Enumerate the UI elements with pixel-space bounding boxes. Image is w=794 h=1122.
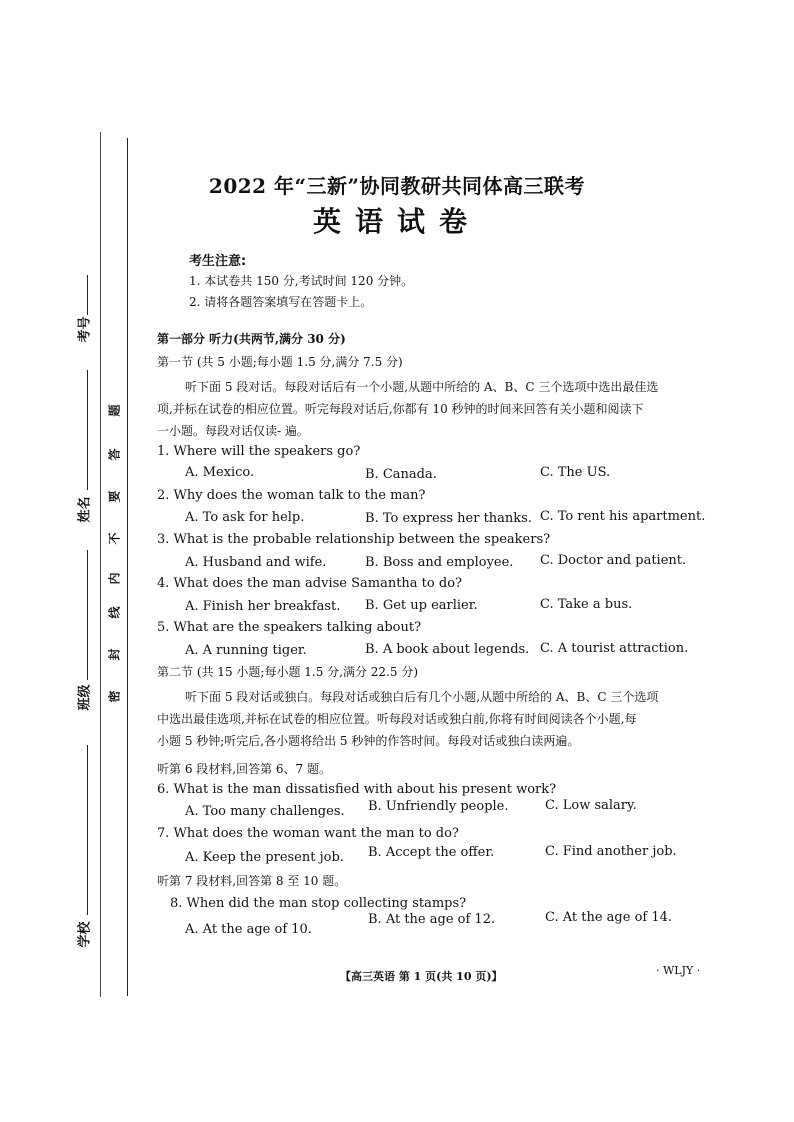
paper-code: · WLJY · — [656, 964, 701, 977]
section2-instructions: 小题 5 秒钟;听完后,各小题将给出 5 秒钟的作答时间。每段对话或独白读两遍。 — [157, 734, 580, 748]
option-a: A. At the age of 10. — [185, 922, 312, 937]
binding-line-outer — [100, 132, 101, 997]
option-c: C. At the age of 14. — [545, 910, 673, 925]
option-a: A. Finish her breakfast. — [185, 599, 341, 614]
school-blank — [87, 745, 88, 915]
question-stem: 5. What are the speakers talking about? — [157, 620, 422, 635]
seal-char: 封 — [107, 648, 122, 661]
section2-instructions: 听下面 5 段对话或独白。每段对话或独白后有几个小题,从题中所给的 A、B、C 三个选项 — [185, 690, 659, 704]
option-b: B. To express her thanks. — [365, 511, 532, 526]
option-a: A. Too many challenges. — [185, 804, 345, 819]
option-c: C. Take a bus. — [540, 597, 633, 612]
notice-item: 1. 本试卷共 150 分,考试时间 120 分钟。 — [189, 274, 414, 288]
option-b: B. At the age of 12. — [368, 912, 496, 927]
section1-instructions: 一小题。每段对话仅读- 遍。 — [157, 424, 309, 438]
school-label: 学校 — [77, 921, 93, 948]
binding-line-inner — [127, 138, 128, 996]
option-b: B. Canada. — [365, 467, 437, 482]
option-c: C. A tourist attraction. — [540, 641, 689, 656]
material-heading: 听第 6 段材料,回答第 6、7 题。 — [157, 762, 331, 776]
question-stem: 3. What is the probable relationship between the speakers? — [157, 532, 551, 547]
material-heading: 听第 7 段材料,回答第 8 至 10 题。 — [157, 874, 347, 888]
section2-instructions: 中选出最佳选项,并标在试卷的相应位置。听每段对话或独白前,你将有时间阅读各个小题,每 — [157, 712, 637, 726]
section2-title: 第二节 (共 15 小题;每小题 1.5 分,满分 22.5 分) — [157, 665, 418, 679]
option-a: A. A running tiger. — [185, 643, 307, 658]
question-stem: 8. When did the man stop collecting stamps? — [170, 896, 467, 911]
section1-instructions: 听下面 5 段对话。每段对话后有一个小题,从题中所给的 A、B、C 三个选项中选出最佳选 — [185, 380, 659, 394]
name-blank — [87, 370, 88, 490]
question-stem: 6. What is the man dissatisfied with about his present work? — [157, 782, 557, 797]
seal-char: 答 — [107, 448, 122, 461]
question-stem: 4. What does the man advise Samantha to do? — [157, 576, 462, 591]
question-stem: 1. Where will the speakers go? — [157, 444, 361, 459]
option-b: B. Get up earlier. — [365, 598, 478, 613]
option-b: B. Unfriendly people. — [368, 799, 509, 814]
subject-title: 英语试卷 — [312, 205, 481, 238]
notice-item: 2. 请将各题答案填写在答题卡上。 — [189, 295, 373, 309]
option-c: C. Find another job. — [545, 844, 677, 859]
exam-number-blank — [87, 275, 88, 315]
seal-char: 内 — [107, 572, 122, 585]
option-c: C. The US. — [540, 465, 611, 480]
option-b: B. A book about legends. — [365, 642, 530, 657]
seal-char: 密 — [107, 690, 122, 703]
notice-heading: 考生注意: — [189, 254, 247, 269]
option-c: C. Doctor and patient. — [540, 553, 687, 568]
class-label: 班级 — [77, 684, 93, 711]
seal-char: 题 — [107, 404, 122, 417]
page-footer: 【高三英语 第 1 页(共 10 页)】 — [340, 970, 503, 983]
seal-char: 不 — [107, 532, 122, 545]
option-b: B. Accept the offer. — [368, 845, 495, 860]
class-blank — [87, 550, 88, 680]
section1-instructions: 项,并标在试卷的相应位置。听完每段对话后,你都有 10 秒钟的时间来回答有关小题和阅读下 — [157, 402, 644, 416]
option-a: A. Mexico. — [185, 465, 255, 480]
option-c: C. Low salary. — [545, 798, 637, 813]
question-stem: 7. What does the woman want the man to do? — [157, 826, 459, 841]
question-stem: 2. Why does the woman talk to the man? — [157, 488, 426, 503]
option-a: A. Keep the present job. — [185, 850, 344, 865]
option-a: A. To ask for help. — [185, 510, 305, 525]
section1-title: 第一节 (共 5 小题;每小题 1.5 分,满分 7.5 分) — [157, 355, 403, 369]
option-b: B. Boss and employee. — [365, 555, 514, 570]
exam-number-label: 考号 — [77, 316, 93, 343]
seal-char: 线 — [107, 606, 122, 619]
option-c: C. To rent his apartment. — [540, 509, 706, 524]
exam-title: 2022 年“三新”协同教研共同体高三联考 — [208, 174, 586, 198]
seal-char: 要 — [107, 490, 122, 503]
name-label: 姓名 — [77, 496, 93, 523]
part1-title: 第一部分 听力(共两节,满分 30 分) — [157, 332, 346, 346]
option-a: A. Husband and wife. — [185, 555, 327, 570]
